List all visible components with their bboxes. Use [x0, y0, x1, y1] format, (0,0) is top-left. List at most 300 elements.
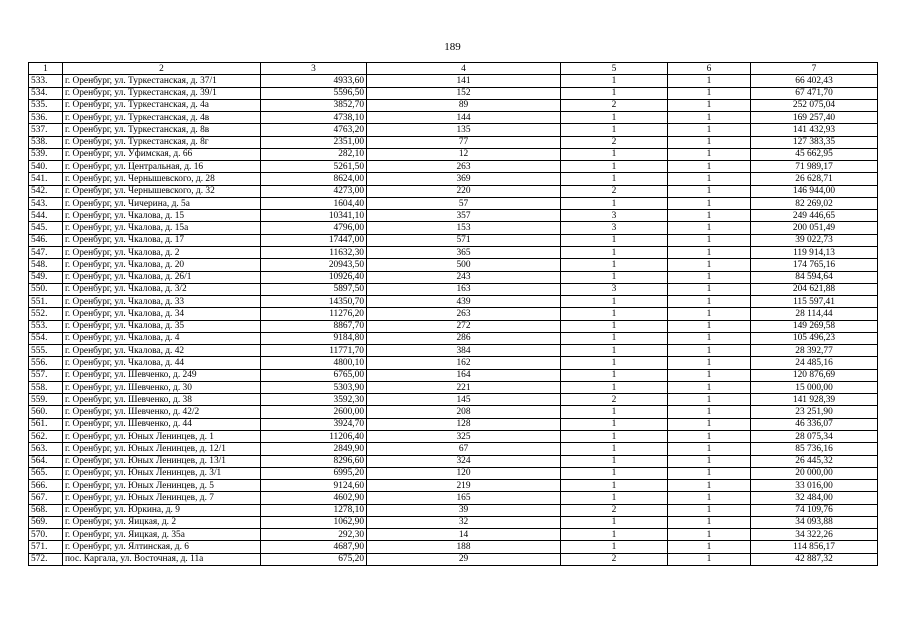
address-cell: г. Оренбург, ул. Юных Ленинцев, д. 3/1 — [63, 467, 261, 479]
col-6-value-cell: 1 — [668, 529, 751, 541]
column-number-row — [29, 63, 878, 75]
amount-cell: 42 887,32 — [751, 553, 878, 565]
amount-cell: 119 914,13 — [751, 246, 878, 258]
address-cell: г. Оренбург, ул. Центральная, д. 16 — [63, 161, 261, 173]
area-cell: 3592,30 — [261, 394, 367, 406]
table-row — [29, 345, 878, 357]
amount-cell: 71 989,17 — [751, 161, 878, 173]
residents-cell: 221 — [367, 381, 561, 393]
residents-cell: 208 — [367, 406, 561, 418]
col-5-value-cell: 1 — [561, 75, 668, 87]
residents-cell: 272 — [367, 320, 561, 332]
table-row — [29, 357, 878, 369]
table-row — [29, 161, 878, 173]
residents-cell: 500 — [367, 259, 561, 271]
col-6-value-cell: 1 — [668, 210, 751, 222]
row-number-cell: 562. — [29, 430, 63, 442]
residents-cell: 243 — [367, 271, 561, 283]
residents-cell: 369 — [367, 173, 561, 185]
col-6-value-cell: 1 — [668, 345, 751, 357]
col-5-value-cell: 1 — [561, 369, 668, 381]
row-number-cell: 548. — [29, 259, 63, 271]
area-cell: 4796,00 — [261, 222, 367, 234]
col-6-value-cell: 1 — [668, 185, 751, 197]
col-6-value-cell: 1 — [668, 455, 751, 467]
row-number-cell: 549. — [29, 271, 63, 283]
row-number-cell: 556. — [29, 357, 63, 369]
table-row — [29, 320, 878, 332]
area-cell: 4687,90 — [261, 541, 367, 553]
address-cell: г. Оренбург, ул. Шевченко, д. 30 — [63, 381, 261, 393]
col-6-value-cell: 1 — [668, 443, 751, 455]
col-5-value-cell: 3 — [561, 283, 668, 295]
col-5-value-cell: 1 — [561, 197, 668, 209]
address-cell: г. Оренбург, ул. Ялтинская, д. 6 — [63, 541, 261, 553]
address-cell: г. Оренбург, ул. Чкалова, д. 42 — [63, 345, 261, 357]
col-6-value-cell: 1 — [668, 161, 751, 173]
address-cell: г. Оренбург, ул. Чкалова, д. 34 — [63, 308, 261, 320]
area-cell: 2600,00 — [261, 406, 367, 418]
residents-cell: 144 — [367, 112, 561, 124]
residents-cell: 135 — [367, 124, 561, 136]
table-row — [29, 430, 878, 442]
amount-cell: 66 402,43 — [751, 75, 878, 87]
amount-cell: 174 765,16 — [751, 259, 878, 271]
column-header: 4 — [367, 63, 561, 75]
table-body — [29, 75, 878, 566]
table-row — [29, 246, 878, 258]
col-5-value-cell: 1 — [561, 332, 668, 344]
area-cell: 675,20 — [261, 553, 367, 565]
area-cell: 8624,00 — [261, 173, 367, 185]
row-number-cell: 572. — [29, 553, 63, 565]
row-number-cell: 558. — [29, 381, 63, 393]
address-cell: г. Оренбург, ул. Яицкая, д. 35а — [63, 529, 261, 541]
col-5-value-cell: 1 — [561, 492, 668, 504]
table-row — [29, 406, 878, 418]
row-number-cell: 538. — [29, 136, 63, 148]
area-cell: 5897,50 — [261, 283, 367, 295]
area-cell: 17447,00 — [261, 234, 367, 246]
table-row — [29, 480, 878, 492]
col-6-value-cell: 1 — [668, 430, 751, 442]
area-cell: 2351,00 — [261, 136, 367, 148]
residents-cell: 77 — [367, 136, 561, 148]
col-5-value-cell: 1 — [561, 296, 668, 308]
col-5-value-cell: 1 — [561, 271, 668, 283]
area-cell: 1278,10 — [261, 504, 367, 516]
amount-cell: 45 662,95 — [751, 148, 878, 160]
col-6-value-cell: 1 — [668, 406, 751, 418]
col-5-value-cell: 1 — [561, 345, 668, 357]
table-row — [29, 222, 878, 234]
col-5-value-cell: 1 — [561, 124, 668, 136]
table-row — [29, 259, 878, 271]
residents-cell: 286 — [367, 332, 561, 344]
address-cell: г. Оренбург, ул. Чернышевского, д. 28 — [63, 173, 261, 185]
table-row — [29, 75, 878, 87]
address-cell: г. Оренбург, ул. Чичерина, д. 5а — [63, 197, 261, 209]
col-5-value-cell: 3 — [561, 222, 668, 234]
col-6-value-cell: 1 — [668, 357, 751, 369]
area-cell: 9124,60 — [261, 480, 367, 492]
area-cell: 11632,30 — [261, 246, 367, 258]
col-5-value-cell: 1 — [561, 430, 668, 442]
area-cell: 282,10 — [261, 148, 367, 160]
area-cell: 4763,20 — [261, 124, 367, 136]
col-5-value-cell: 1 — [561, 443, 668, 455]
row-number-cell: 571. — [29, 541, 63, 553]
row-number-cell: 541. — [29, 173, 63, 185]
address-cell: г. Оренбург, ул. Яицкая, д. 2 — [63, 516, 261, 528]
address-cell: г. Оренбург, ул. Юных Ленинцев, д. 1 — [63, 430, 261, 442]
area-cell: 4273,00 — [261, 185, 367, 197]
row-number-cell: 536. — [29, 112, 63, 124]
address-cell: г. Оренбург, ул. Чкалова, д. 35 — [63, 320, 261, 332]
col-5-value-cell: 2 — [561, 553, 668, 565]
area-cell: 6765,00 — [261, 369, 367, 381]
residents-cell: 12 — [367, 148, 561, 160]
amount-cell: 120 876,69 — [751, 369, 878, 381]
amount-cell: 32 484,00 — [751, 492, 878, 504]
amount-cell: 46 336,07 — [751, 418, 878, 430]
residents-cell: 263 — [367, 308, 561, 320]
row-number-cell: 559. — [29, 394, 63, 406]
address-cell: г. Оренбург, ул. Чкалова, д. 3/2 — [63, 283, 261, 295]
area-cell: 1062,90 — [261, 516, 367, 528]
amount-cell: 39 022,73 — [751, 234, 878, 246]
table-row — [29, 504, 878, 516]
amount-cell: 67 471,70 — [751, 87, 878, 99]
col-5-value-cell: 3 — [561, 210, 668, 222]
row-number-cell: 564. — [29, 455, 63, 467]
row-number-cell: 563. — [29, 443, 63, 455]
col-6-value-cell: 1 — [668, 124, 751, 136]
table-row — [29, 394, 878, 406]
col-5-value-cell: 2 — [561, 99, 668, 111]
amount-cell: 149 269,58 — [751, 320, 878, 332]
table-row — [29, 173, 878, 185]
table-row — [29, 381, 878, 393]
col-6-value-cell: 1 — [668, 87, 751, 99]
col-5-value-cell: 2 — [561, 136, 668, 148]
amount-cell: 28 392,77 — [751, 345, 878, 357]
residents-cell: 439 — [367, 296, 561, 308]
area-cell: 2849,90 — [261, 443, 367, 455]
amount-cell: 34 093,88 — [751, 516, 878, 528]
area-cell: 20943,50 — [261, 259, 367, 271]
col-5-value-cell: 1 — [561, 173, 668, 185]
table-row — [29, 148, 878, 160]
col-6-value-cell: 1 — [668, 136, 751, 148]
row-number-cell: 567. — [29, 492, 63, 504]
col-5-value-cell: 2 — [561, 504, 668, 516]
area-cell: 6995,20 — [261, 467, 367, 479]
residents-cell: 162 — [367, 357, 561, 369]
column-header: 7 — [751, 63, 878, 75]
col-6-value-cell: 1 — [668, 553, 751, 565]
table-row — [29, 210, 878, 222]
address-cell: г. Оренбург, ул. Чкалова, д. 15а — [63, 222, 261, 234]
table-row — [29, 283, 878, 295]
address-cell: г. Оренбург, ул. Чкалова, д. 26/1 — [63, 271, 261, 283]
row-number-cell: 547. — [29, 246, 63, 258]
col-6-value-cell: 1 — [668, 541, 751, 553]
row-number-cell: 544. — [29, 210, 63, 222]
col-6-value-cell: 1 — [668, 75, 751, 87]
address-cell: г. Оренбург, ул. Юных Ленинцев, д. 13/1 — [63, 455, 261, 467]
col-6-value-cell: 1 — [668, 283, 751, 295]
residents-cell: 357 — [367, 210, 561, 222]
col-5-value-cell: 1 — [561, 87, 668, 99]
residents-cell: 128 — [367, 418, 561, 430]
column-header: 6 — [668, 63, 751, 75]
residents-cell: 164 — [367, 369, 561, 381]
address-cell: г. Оренбург, ул. Шевченко, д. 42/2 — [63, 406, 261, 418]
col-5-value-cell: 1 — [561, 148, 668, 160]
col-6-value-cell: 1 — [668, 197, 751, 209]
address-cell: г. Оренбург, ул. Чкалова, д. 20 — [63, 259, 261, 271]
address-cell: г. Оренбург, ул. Чкалова, д. 44 — [63, 357, 261, 369]
col-6-value-cell: 1 — [668, 369, 751, 381]
residents-cell: 153 — [367, 222, 561, 234]
area-cell: 14350,70 — [261, 296, 367, 308]
row-number-cell: 534. — [29, 87, 63, 99]
col-5-value-cell: 1 — [561, 467, 668, 479]
col-5-value-cell: 1 — [561, 541, 668, 553]
area-cell: 5596,50 — [261, 87, 367, 99]
area-cell: 10926,40 — [261, 271, 367, 283]
amount-cell: 28 075,34 — [751, 430, 878, 442]
residents-cell: 324 — [367, 455, 561, 467]
amount-cell: 26 445,32 — [751, 455, 878, 467]
amount-cell: 114 856,17 — [751, 541, 878, 553]
area-cell: 4933,60 — [261, 75, 367, 87]
col-5-value-cell: 1 — [561, 246, 668, 258]
col-6-value-cell: 1 — [668, 480, 751, 492]
col-5-value-cell: 1 — [561, 320, 668, 332]
col-5-value-cell: 1 — [561, 381, 668, 393]
address-cell: г. Оренбург, ул. Чкалова, д. 33 — [63, 296, 261, 308]
amount-cell: 115 597,41 — [751, 296, 878, 308]
column-header: 2 — [63, 63, 261, 75]
row-number-cell: 540. — [29, 161, 63, 173]
address-cell: г. Оренбург, ул. Туркестанская, д. 8г — [63, 136, 261, 148]
residents-cell: 325 — [367, 430, 561, 442]
col-5-value-cell: 1 — [561, 234, 668, 246]
residents-cell: 188 — [367, 541, 561, 553]
table-row — [29, 271, 878, 283]
amount-cell: 82 269,02 — [751, 197, 878, 209]
row-number-cell: 551. — [29, 296, 63, 308]
address-cell: г. Оренбург, ул. Чкалова, д. 17 — [63, 234, 261, 246]
col-6-value-cell: 1 — [668, 504, 751, 516]
page-number: 189 — [444, 41, 461, 53]
amount-cell: 84 594,64 — [751, 271, 878, 283]
area-cell: 3924,70 — [261, 418, 367, 430]
address-cell: г. Оренбург, ул. Чернышевского, д. 32 — [63, 185, 261, 197]
col-5-value-cell: 1 — [561, 418, 668, 430]
area-cell: 9184,80 — [261, 332, 367, 344]
col-6-value-cell: 1 — [668, 332, 751, 344]
area-cell: 4602,90 — [261, 492, 367, 504]
col-6-value-cell: 1 — [668, 308, 751, 320]
residents-cell: 29 — [367, 553, 561, 565]
address-cell: г. Оренбург, ул. Туркестанская, д. 4а — [63, 99, 261, 111]
area-cell: 11771,70 — [261, 345, 367, 357]
address-cell: г. Оренбург, ул. Туркестанская, д. 8в — [63, 124, 261, 136]
table-row — [29, 369, 878, 381]
residents-cell: 120 — [367, 467, 561, 479]
amount-cell: 15 000,00 — [751, 381, 878, 393]
address-cell: г. Оренбург, ул. Чкалова, д. 2 — [63, 246, 261, 258]
col-6-value-cell: 1 — [668, 259, 751, 271]
table-row — [29, 124, 878, 136]
row-number-cell: 550. — [29, 283, 63, 295]
col-6-value-cell: 1 — [668, 320, 751, 332]
amount-cell: 204 621,88 — [751, 283, 878, 295]
col-6-value-cell: 1 — [668, 492, 751, 504]
table-row — [29, 553, 878, 565]
residents-cell: 163 — [367, 283, 561, 295]
residents-cell: 165 — [367, 492, 561, 504]
address-cell: г. Оренбург, ул. Шевченко, д. 38 — [63, 394, 261, 406]
col-6-value-cell: 1 — [668, 296, 751, 308]
column-header: 1 — [29, 63, 63, 75]
amount-cell: 252 075,04 — [751, 99, 878, 111]
row-number-cell: 542. — [29, 185, 63, 197]
address-cell: г. Оренбург, ул. Шевченко, д. 249 — [63, 369, 261, 381]
table-row — [29, 492, 878, 504]
table-row — [29, 516, 878, 528]
amount-cell: 127 383,35 — [751, 136, 878, 148]
area-cell: 5261,50 — [261, 161, 367, 173]
table-row — [29, 332, 878, 344]
row-number-cell: 555. — [29, 345, 63, 357]
col-6-value-cell: 1 — [668, 222, 751, 234]
row-number-cell: 553. — [29, 320, 63, 332]
residents-cell: 384 — [367, 345, 561, 357]
col-5-value-cell: 1 — [561, 161, 668, 173]
amount-cell: 34 322,26 — [751, 529, 878, 541]
table-row — [29, 112, 878, 124]
column-header: 5 — [561, 63, 668, 75]
area-cell: 8867,70 — [261, 320, 367, 332]
amount-cell: 23 251,90 — [751, 406, 878, 418]
address-cell: г. Оренбург, ул. Уфимская, д. 66 — [63, 148, 261, 160]
table-row — [29, 541, 878, 553]
row-number-cell: 561. — [29, 418, 63, 430]
amount-cell: 20 000,00 — [751, 467, 878, 479]
address-cell: пос. Каргала, ул. Восточная, д. 11а — [63, 553, 261, 565]
residents-cell: 39 — [367, 504, 561, 516]
col-6-value-cell: 1 — [668, 173, 751, 185]
amount-cell: 249 446,65 — [751, 210, 878, 222]
row-number-cell: 535. — [29, 99, 63, 111]
residents-cell: 219 — [367, 480, 561, 492]
residents-cell: 152 — [367, 87, 561, 99]
address-cell: г. Оренбург, ул. Шевченко, д. 44 — [63, 418, 261, 430]
col-5-value-cell: 2 — [561, 394, 668, 406]
amount-cell: 169 257,40 — [751, 112, 878, 124]
residents-cell: 141 — [367, 75, 561, 87]
col-6-value-cell: 1 — [668, 516, 751, 528]
row-number-cell: 566. — [29, 480, 63, 492]
row-number-cell: 545. — [29, 222, 63, 234]
amount-cell: 200 051,49 — [751, 222, 878, 234]
col-5-value-cell: 1 — [561, 455, 668, 467]
address-cell: г. Оренбург, ул. Чкалова, д. 15 — [63, 210, 261, 222]
row-number-cell: 570. — [29, 529, 63, 541]
table-row — [29, 455, 878, 467]
row-number-cell: 546. — [29, 234, 63, 246]
table-row — [29, 529, 878, 541]
col-5-value-cell: 1 — [561, 308, 668, 320]
residents-cell: 263 — [367, 161, 561, 173]
area-cell: 11206,40 — [261, 430, 367, 442]
table-row — [29, 136, 878, 148]
residents-cell: 365 — [367, 246, 561, 258]
amount-cell: 26 628,71 — [751, 173, 878, 185]
amount-cell: 33 016,00 — [751, 480, 878, 492]
col-5-value-cell: 1 — [561, 516, 668, 528]
col-5-value-cell: 1 — [561, 529, 668, 541]
col-5-value-cell: 1 — [561, 357, 668, 369]
table-row — [29, 308, 878, 320]
amount-cell: 24 485,16 — [751, 357, 878, 369]
table-row — [29, 296, 878, 308]
table-row — [29, 87, 878, 99]
area-cell: 5303,90 — [261, 381, 367, 393]
area-cell: 10341,10 — [261, 210, 367, 222]
col-5-value-cell: 2 — [561, 185, 668, 197]
residents-cell: 145 — [367, 394, 561, 406]
area-cell: 3852,70 — [261, 99, 367, 111]
col-6-value-cell: 1 — [668, 418, 751, 430]
residents-cell: 14 — [367, 529, 561, 541]
address-register-table — [28, 62, 878, 566]
row-number-cell: 533. — [29, 75, 63, 87]
row-number-cell: 568. — [29, 504, 63, 516]
table-row — [29, 197, 878, 209]
col-5-value-cell: 1 — [561, 480, 668, 492]
row-number-cell: 565. — [29, 467, 63, 479]
col-5-value-cell: 1 — [561, 406, 668, 418]
address-cell: г. Оренбург, ул. Туркестанская, д. 4в — [63, 112, 261, 124]
col-6-value-cell: 1 — [668, 234, 751, 246]
row-number-cell: 539. — [29, 148, 63, 160]
area-cell: 4800,10 — [261, 357, 367, 369]
row-number-cell: 543. — [29, 197, 63, 209]
area-cell: 4738,10 — [261, 112, 367, 124]
residents-cell: 220 — [367, 185, 561, 197]
table-row — [29, 185, 878, 197]
address-cell: г. Оренбург, ул. Чкалова, д. 4 — [63, 332, 261, 344]
residents-cell: 32 — [367, 516, 561, 528]
col-6-value-cell: 1 — [668, 99, 751, 111]
table-row — [29, 418, 878, 430]
col-6-value-cell: 1 — [668, 381, 751, 393]
table-row — [29, 467, 878, 479]
col-6-value-cell: 1 — [668, 467, 751, 479]
row-number-cell: 554. — [29, 332, 63, 344]
col-6-value-cell: 1 — [668, 271, 751, 283]
col-5-value-cell: 1 — [561, 259, 668, 271]
residents-cell: 67 — [367, 443, 561, 455]
residents-cell: 571 — [367, 234, 561, 246]
amount-cell: 85 736,16 — [751, 443, 878, 455]
col-6-value-cell: 1 — [668, 246, 751, 258]
